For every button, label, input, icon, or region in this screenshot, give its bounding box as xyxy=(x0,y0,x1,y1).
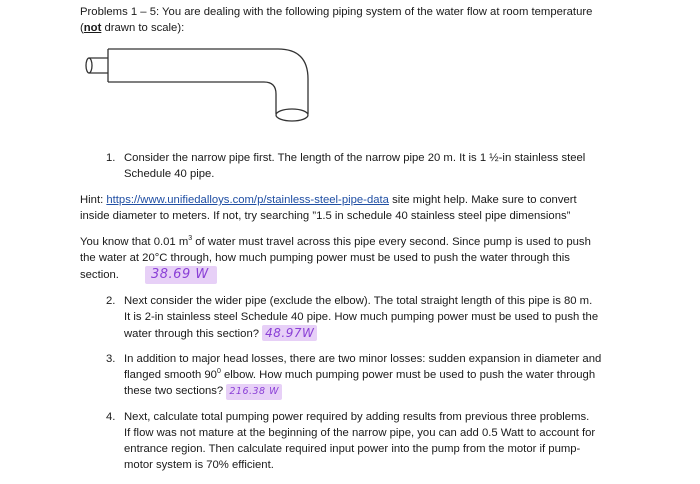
q4-line-2: If flow was not mature at the beginning of the narrow pipe, you can add 0.5 Watt to account for xyxy=(124,427,596,439)
q2-line-3 xyxy=(124,325,317,342)
wide-pipe-inner-edge xyxy=(108,82,276,114)
q2-line-3-text: water through this section? xyxy=(124,328,260,340)
q4-number: 4. xyxy=(106,411,116,423)
intro-line-2 xyxy=(80,20,184,36)
q3-line-2-a: flanged smooth 90 xyxy=(124,369,217,381)
q3-line-3 xyxy=(124,383,282,400)
q3-number: 3. xyxy=(106,353,116,365)
hint-suffix: site might help. Make sure to convert xyxy=(388,194,577,206)
narrow-pipe-inlet xyxy=(86,58,92,73)
q1-number: 1. xyxy=(106,152,116,164)
hint-prefix: Hint: xyxy=(80,194,107,206)
q3-line-3-text: these two sections? xyxy=(124,385,224,397)
answer-3-highlight: 216.38 W xyxy=(226,384,282,400)
q2-line-1: Next consider the wider pipe (exclude the elbow). The total straight length of this pipe is 80 m. xyxy=(124,295,593,307)
cubic-superscript: 3 xyxy=(188,235,193,242)
q3-line-2 xyxy=(124,367,595,383)
q4-line-3: entrance region. Then calculate required input power into the pump from the motor if pump- xyxy=(124,443,581,455)
flow-line-1 xyxy=(80,234,591,250)
answer-1-highlight: 38.69 W xyxy=(145,266,217,284)
q2-line-2: It is 2-in stainless steel Schedule 40 pipe. How much pumping power must be used to push the xyxy=(124,311,599,323)
hint-line-2: inside diameter to meters. If not, try searching ”1.5 in schedule 40 stainless steel pipe dimensions” xyxy=(80,210,571,222)
open-paren: ( xyxy=(80,22,84,34)
q3-line-2-b: elbow. How much pumping power must be used to push the water through xyxy=(220,369,596,381)
q2-number: 2. xyxy=(106,295,116,307)
answer-2-highlight: 48.97W xyxy=(262,325,317,341)
q4-line-1: Next, calculate total pumping power required by adding results from previous three problems. xyxy=(124,411,590,423)
flow-line-3: section. xyxy=(80,269,119,281)
q3-line-1: In addition to major head losses, there are two minor losses: sudden expansion in diameter and xyxy=(124,353,602,365)
q1-line-2: Schedule 40 pipe. xyxy=(124,168,215,180)
q4-line-4: motor system is 70% efficient. xyxy=(124,459,274,471)
q1-line-1: Consider the narrow pipe first. The length of the narrow pipe 20 m. It is 1 ½-in stainless steel xyxy=(124,152,586,164)
hint-link[interactable]: https://www.unifiedalloys.com/p/stainless-steel-pipe-data xyxy=(106,194,389,206)
intro-line-1: Problems 1 – 5: You are dealing with the following piping system of the water flow at room temperature xyxy=(80,6,593,18)
degree-superscript: 0 xyxy=(216,368,221,375)
flow-line-1-b: of water must travel across this pipe every second. Since pump is used to push xyxy=(192,236,591,248)
wide-pipe-outlet xyxy=(276,109,308,121)
hint-line-1 xyxy=(80,192,577,208)
not-word: not xyxy=(83,22,102,34)
intro-line-2-rest: drawn to scale): xyxy=(101,22,185,34)
flow-line-1-a: You know that 0.01 m xyxy=(80,236,189,248)
flow-line-2: the water at 20°C through, how much pumping power must be used to push the water through this xyxy=(80,252,570,264)
piping-system-diagram xyxy=(80,46,320,142)
